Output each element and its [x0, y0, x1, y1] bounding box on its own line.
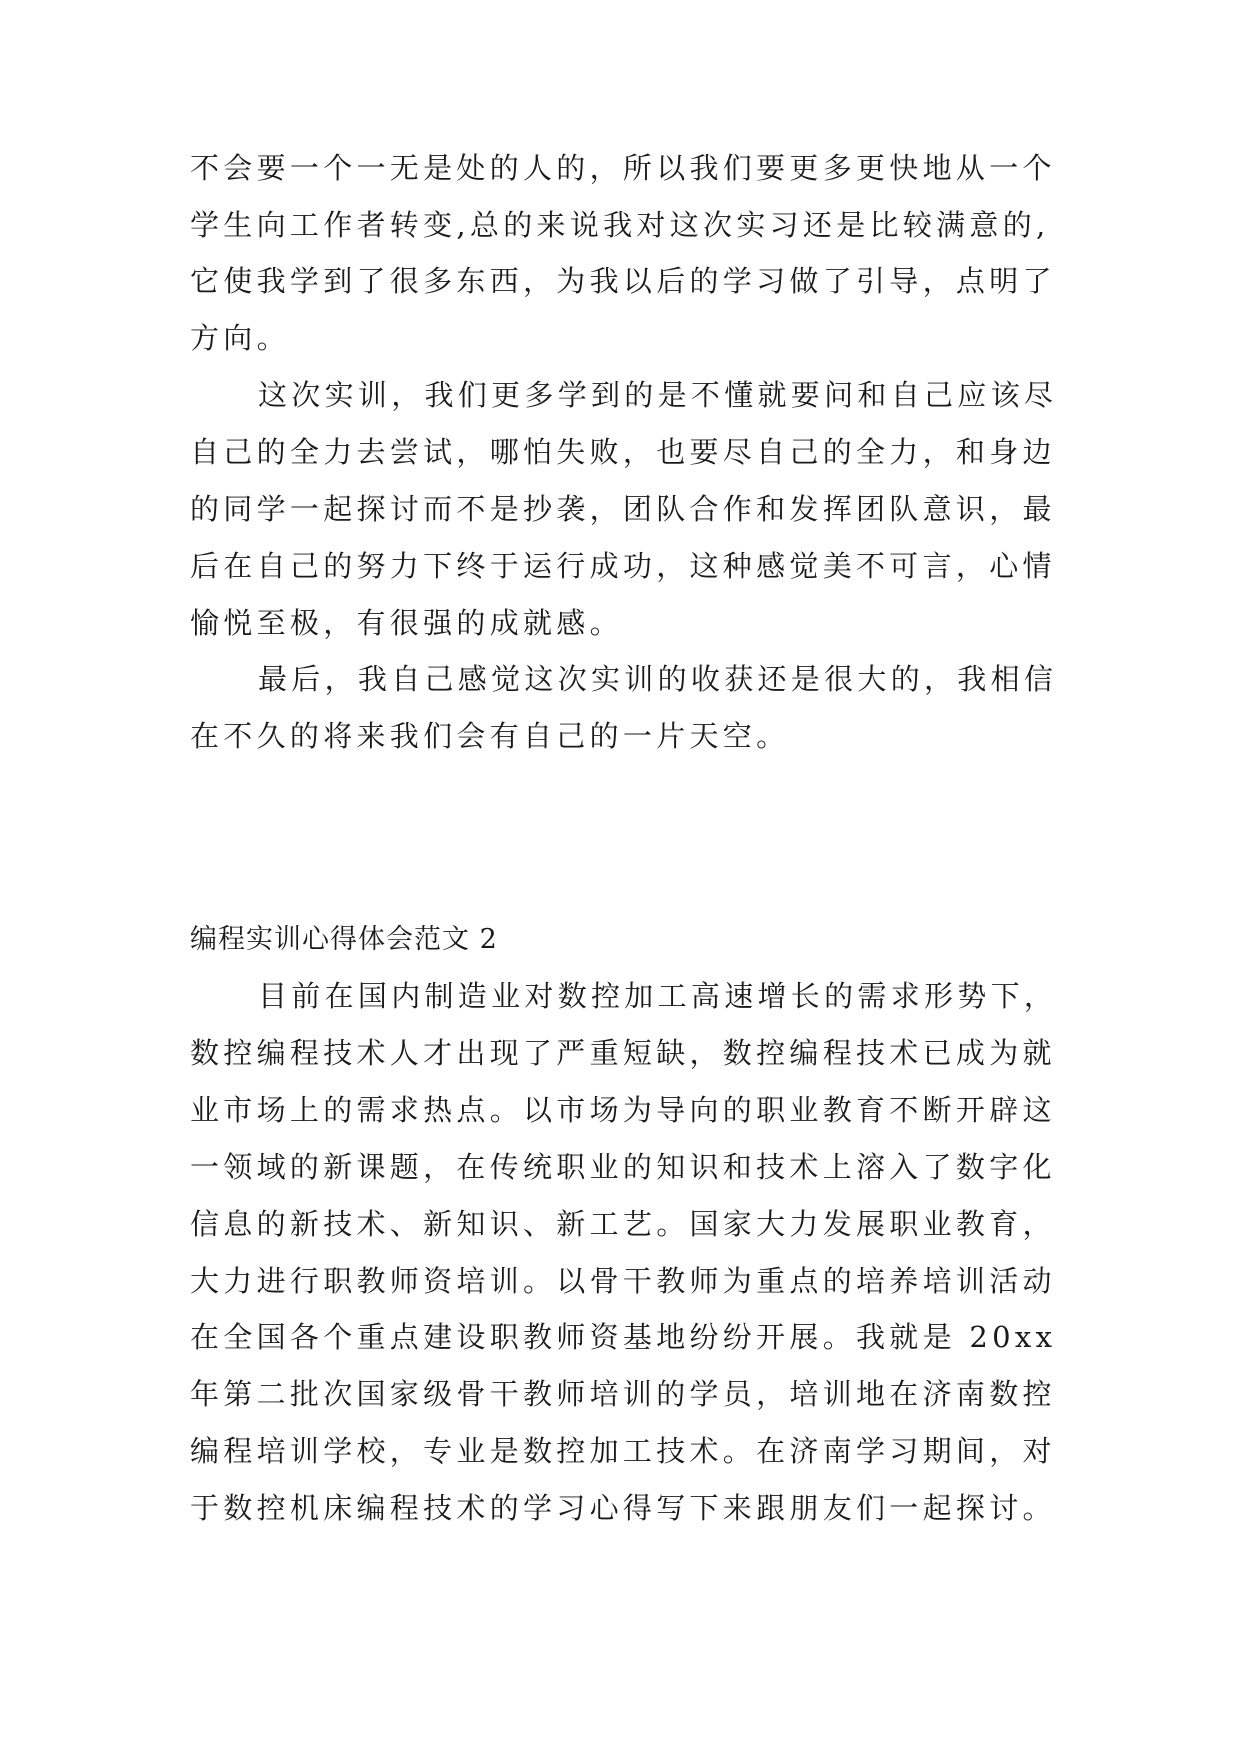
paragraph-line: 编程培训学校，专业是数控加工技术。在济南学习期间，对 — [190, 1434, 1056, 1468]
paragraph-line: 信息的新技术、新知识、新工艺。国家大力发展职业教育， — [190, 1207, 1056, 1241]
paragraph-line: 于数控机床编程技术的学习心得写下来跟朋友们一起探讨。 — [190, 1491, 1056, 1525]
paragraph-line: 后在自己的努力下终于运行成功，这种感觉美不可言，心情 — [190, 549, 1056, 583]
paragraph-line: 业市场上的需求热点。以市场为导向的职业教育不断开辟这 — [190, 1093, 1056, 1127]
paragraph-line: 数控编程技术人才出现了严重短缺，数控编程技术已成为就 — [190, 1036, 1056, 1070]
paragraph-line: 一领域的新课题，在传统职业的知识和技术上溶入了数字化 — [190, 1150, 1056, 1184]
paragraph-line: 目前在国内制造业对数控加工高速增长的需求形势下， — [258, 979, 1058, 1013]
paragraph-line: 愉悦至极，有很强的成就感。 — [190, 606, 623, 640]
paragraph-line: 方向。 — [190, 321, 290, 355]
paragraph-line: 在全国各个重点建设职教师资基地纷纷开展。我就是 20xx — [190, 1320, 1057, 1354]
paragraph-line: 的同学一起探讨而不是抄袭，团队合作和发挥团队意识，最 — [190, 492, 1056, 526]
paragraph-line: 年第二批次国家级骨干教师培训的学员，培训地在济南数控 — [190, 1377, 1056, 1411]
paragraph-line: 大力进行职教师资培训。以骨干教师为重点的培养培训活动 — [190, 1264, 1056, 1298]
paragraph-line: 在不久的将来我们会有自己的一片天空。 — [190, 719, 790, 753]
paragraph-line: 它使我学到了很多东西，为我以后的学习做了引导，点明了 — [190, 264, 1056, 298]
paragraph-line: 这次实训，我们更多学到的是不懂就要问和自己应该尽 — [258, 378, 1058, 412]
paragraph-line: 学生向工作者转变,总的来说我对这次实习还是比较满意的, — [190, 208, 1050, 242]
paragraph-line: 自己的全力去尝试，哪怕失败，也要尽自己的全力，和身边 — [190, 435, 1056, 469]
paragraph-line: 不会要一个一无是处的人的，所以我们要更多更快地从一个 — [190, 151, 1056, 185]
section-heading: 编程实训心得体会范文 2 — [190, 924, 498, 955]
paragraph-line: 最后，我自己感觉这次实训的收获还是很大的，我相信 — [258, 662, 1058, 696]
